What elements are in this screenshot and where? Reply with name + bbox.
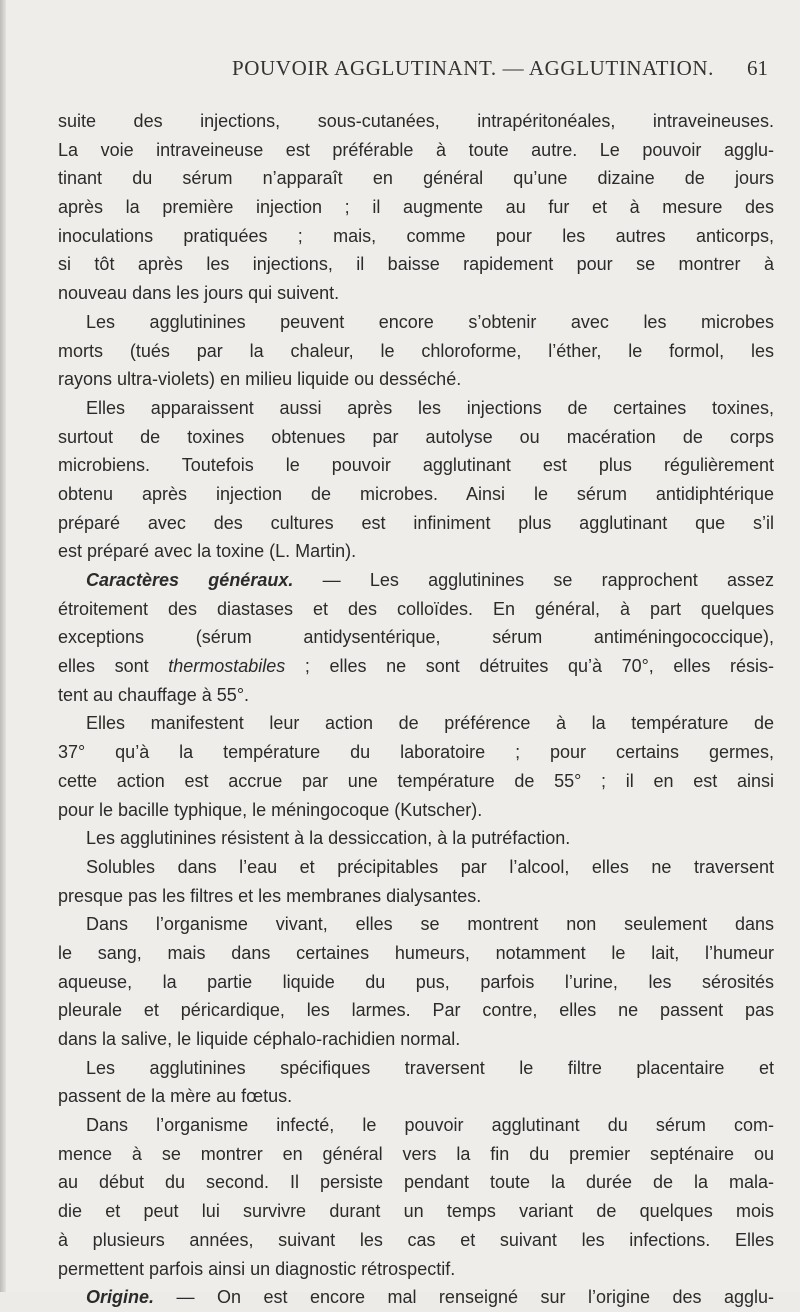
text-line: cette action est accrue par une température de 55° ; il en est ainsi: [58, 770, 774, 791]
text-line: tinant du sérum n’apparaît en général qu’une dizaine de jours: [58, 168, 774, 189]
text-line: elles sont thermostabiles ; elles ne sont détruites qu’à 70°, elles résis-: [58, 656, 774, 677]
binding-edge: [0, 0, 6, 1292]
text-line: mence à se montrer en général vers la fin du premier septénaire ou: [58, 1143, 774, 1164]
body-text: [58, 107, 774, 1312]
text-line: Les agglutinines spécifiques traversent le filtre placentaire et: [86, 1057, 774, 1078]
text-line: le sang, mais dans certaines humeurs, notamment le lait, l’humeur: [58, 942, 774, 963]
text-line: préparé avec des cultures est infiniment plus agglutinant que s’il: [58, 512, 774, 533]
section-heading: Origine.: [86, 1287, 155, 1308]
text-line: si tôt après les injections, il baisse rapidement pour se montrer à: [58, 254, 774, 275]
text-line: Elles apparaissent aussi après les injections de certaines toxines,: [86, 397, 774, 418]
text-line: pleurale et péricardique, les larmes. Par contre, elles ne passent pas: [58, 1000, 774, 1021]
text-line: inoculations pratiquées ; mais, comme pour les autres anticorps,: [58, 225, 774, 246]
text-line: morts (tués par la chaleur, le chloroforme, l’éther, le formol, les: [58, 340, 774, 361]
text-line: pour le bacille typhique, le méningocoque (Kutscher).: [58, 799, 483, 820]
text-line: exceptions (sérum antidysentérique, sérum antiméningococcique),: [58, 627, 774, 648]
text-line: Elles manifestent leur action de préférence à la température de: [86, 713, 774, 734]
text-line: permettent parfois ainsi un diagnostic rétrospectif.: [58, 1258, 456, 1279]
text-line: presque pas les filtres et les membranes dialysantes.: [58, 885, 482, 906]
italic-term: thermostabiles: [168, 656, 286, 677]
running-head: POUVOIR AGGLUTINANT. — AGGLUTINATION.: [232, 56, 715, 80]
text-line: rayons ultra-violets) en milieu liquide ou desséché.: [58, 369, 462, 390]
text-line: surtout de toxines obtenues par autolyse ou macération de corps: [58, 426, 774, 447]
text-line: La voie intraveineuse est préférable à toute autre. Le pouvoir agglu-: [58, 139, 774, 160]
text-line: Dans l’organisme vivant, elles se montrent non seulement dans: [86, 914, 774, 935]
text-line: Les agglutinines peuvent encore s’obtenir avec les microbes: [86, 311, 774, 332]
text-line: étroitement des diastases et des colloïdes. En général, à part quelques: [58, 598, 774, 619]
text-line: 37° qu’à la température du laboratoire ; pour certains germes,: [58, 742, 774, 763]
text-line: après la première injection ; il augmente au fur et à mesure des: [58, 197, 774, 218]
text-line: Solubles dans l’eau et précipitables par l’alcool, elles ne traversent: [86, 856, 774, 877]
text-line: tent au chauffage à 55°.: [58, 684, 250, 705]
text-line: Caractères généraux. — Les agglutinines se rapprochent assez: [86, 570, 774, 590]
text-line: Dans l’organisme infecté, le pouvoir agglutinant du sérum com-: [86, 1115, 774, 1136]
text-line: est préparé avec la toxine (L. Martin).: [58, 541, 357, 562]
page-header: [0, 56, 800, 84]
text-line: Les agglutinines résistent à la dessiccation, à la putréfaction.: [86, 828, 571, 849]
text-line: à plusieurs années, suivant les cas et suivant les infections. Elles: [58, 1229, 774, 1250]
text-line: passent de la mère au fœtus.: [58, 1086, 293, 1107]
page-number: 61: [747, 56, 768, 80]
text-line: aqueuse, la partie liquide du pus, parfois l’urine, les sérosités: [58, 971, 774, 992]
text-line: nouveau dans les jours qui suivent.: [58, 283, 340, 304]
text-line: dans la salive, le liquide céphalo-rachidien normal.: [58, 1029, 461, 1049]
text-line: au début du second. Il persiste pendant toute la durée de la mala-: [58, 1172, 774, 1193]
text-line: obtenu après injection de microbes. Ainsi le sérum antidiphtérique: [58, 483, 774, 504]
text-line: microbiens. Toutefois le pouvoir agglutinant est plus régulièrement: [58, 455, 774, 476]
text-line: Origine. — On est encore mal renseigné sur l’origine des agglu-: [86, 1287, 774, 1308]
section-heading: Caractères généraux.: [86, 570, 294, 590]
text-line: suite des injections, sous-cutanées, intrapéritonéales, intraveineuses.: [58, 111, 774, 131]
text-line: die et peut lui survivre durant un temps variant de quelques mois: [58, 1201, 774, 1222]
